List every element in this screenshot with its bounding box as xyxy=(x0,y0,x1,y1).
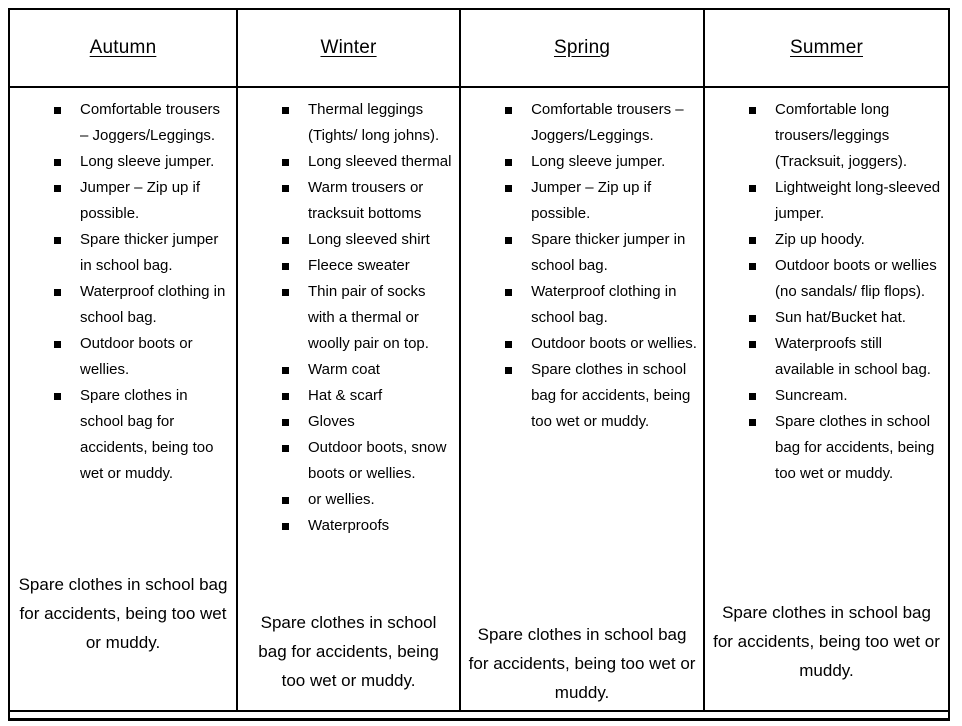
list-item-text: Thin pair of socks with a thermal or woolly pair on top. xyxy=(308,283,429,352)
bullet-square-icon xyxy=(54,341,61,348)
list-item-text: Suncream. xyxy=(775,387,848,404)
bullet-square-icon xyxy=(282,419,289,426)
bullet-square-icon xyxy=(282,497,289,504)
list-item xyxy=(10,383,236,487)
list-item-text: Long sleeved thermal xyxy=(308,153,452,170)
list-item xyxy=(461,227,703,279)
bullet-square-icon xyxy=(54,289,61,296)
list-item xyxy=(238,487,459,513)
list-item xyxy=(461,149,703,175)
list-item-text: Long sleeve jumper. xyxy=(80,153,215,170)
list-item-text: Gloves xyxy=(308,413,355,430)
list-item-text: Fleece sweater xyxy=(308,257,410,274)
list-item xyxy=(10,97,236,149)
clothing-table-grid xyxy=(10,10,948,710)
column-body-cell xyxy=(461,88,703,710)
list-item xyxy=(705,175,948,227)
list-item xyxy=(10,227,236,279)
list-item-text: Sun hat/Bucket hat. xyxy=(775,309,906,326)
list-item xyxy=(705,253,948,305)
bullet-square-icon xyxy=(505,107,512,114)
list-item xyxy=(238,279,459,357)
list-item-text: Thermal leggings (Tights/ long johns). xyxy=(308,101,440,144)
list-item-text: Warm coat xyxy=(308,361,380,378)
bullet-square-icon xyxy=(505,159,512,166)
bullet-square-icon xyxy=(282,159,289,166)
list-item xyxy=(238,513,459,539)
footer-note: Spare clothes in school bag for accidents, being too wet or muddy. xyxy=(713,603,940,680)
list-item xyxy=(238,97,459,149)
list-item xyxy=(238,149,459,175)
list-item xyxy=(238,357,459,383)
list-item-text: Jumper – Zip up if possible. xyxy=(80,179,201,222)
list-item-text: Waterproofs xyxy=(308,517,390,534)
list-item xyxy=(10,331,236,383)
list-item xyxy=(461,175,703,227)
column-header-cell xyxy=(238,10,459,88)
list-item xyxy=(461,97,703,149)
bullet-square-icon xyxy=(505,367,512,374)
list-item-text: Outdoor boots, snow boots or wellies. xyxy=(308,439,447,482)
bullet-square-icon xyxy=(749,419,756,426)
list-item-text: Waterproofs still available in school bag. xyxy=(775,335,931,378)
season-column xyxy=(238,10,461,710)
list-item-text: Lightweight long-sleeved jumper. xyxy=(775,179,941,222)
list-item-text: Comfortable long trousers/leggings (Tracksuit, joggers). xyxy=(775,101,908,170)
bullet-square-icon xyxy=(282,237,289,244)
column-header: Winter xyxy=(320,37,377,58)
list-item xyxy=(10,149,236,175)
bullet-square-icon xyxy=(282,445,289,452)
list-item-text: Comfortable trousers – Joggers/Leggings. xyxy=(531,101,684,144)
list-item-text: Spare thicker jumper in school bag. xyxy=(80,231,219,274)
column-header: Summer xyxy=(790,37,863,58)
column-body-cell xyxy=(705,88,948,710)
column-body-cell xyxy=(238,88,459,710)
list-item-text: Outdoor boots or wellies (no sandals/ flip flops). xyxy=(775,257,937,300)
bullet-square-icon xyxy=(282,393,289,400)
clothing-list xyxy=(10,97,236,487)
clothing-list xyxy=(238,97,459,539)
bullet-square-icon xyxy=(282,107,289,114)
bullet-square-icon xyxy=(505,237,512,244)
bullet-square-icon xyxy=(54,107,61,114)
list-item xyxy=(238,409,459,435)
clothing-list xyxy=(461,97,703,435)
list-item-text: Outdoor boots or wellies. xyxy=(80,335,193,378)
list-item xyxy=(705,331,948,383)
column-header: Autumn xyxy=(89,37,157,58)
column-header-cell xyxy=(461,10,703,88)
column-header: Spring xyxy=(553,37,611,58)
column-body-cell xyxy=(10,88,236,710)
list-item xyxy=(238,175,459,227)
list-item-text: Spare clothes in school bag for accidents, being too wet or muddy. xyxy=(80,387,214,482)
list-item-text: Long sleeve jumper. xyxy=(531,153,666,170)
bullet-square-icon xyxy=(749,263,756,270)
list-item-text: Comfortable trousers – Joggers/Leggings. xyxy=(80,101,221,144)
bullet-square-icon xyxy=(54,159,61,166)
bullet-square-icon xyxy=(282,523,289,530)
bullet-square-icon xyxy=(749,315,756,322)
bullet-square-icon xyxy=(54,185,61,192)
bullet-square-icon xyxy=(749,185,756,192)
bottom-spacer-row xyxy=(10,710,948,718)
bullet-square-icon xyxy=(282,185,289,192)
bullet-square-icon xyxy=(505,289,512,296)
list-item-text: Spare clothes in school bag for accidents, being too wet or muddy. xyxy=(775,413,935,482)
footer-note: Spare clothes in school bag for accidents, being too wet or muddy. xyxy=(18,575,228,652)
list-item xyxy=(238,383,459,409)
list-item xyxy=(461,357,703,435)
season-column xyxy=(461,10,705,710)
bullet-square-icon xyxy=(749,107,756,114)
list-item xyxy=(705,305,948,331)
bullet-square-icon xyxy=(282,263,289,270)
list-item-text: Waterproof clothing in school bag. xyxy=(80,283,226,326)
bullet-square-icon xyxy=(505,185,512,192)
footer-note: Spare clothes in school bag for accidents, being too wet or muddy. xyxy=(258,613,439,690)
season-column xyxy=(10,10,238,710)
seasonal-clothing-table xyxy=(8,8,950,721)
list-item-text: Waterproof clothing in school bag. xyxy=(531,283,677,326)
list-item-text: Spare thicker jumper in school bag. xyxy=(531,231,686,274)
column-header-cell xyxy=(10,10,236,88)
list-item xyxy=(238,435,459,487)
list-item xyxy=(705,409,948,487)
list-item-text: Spare clothes in school bag for accidents, being too wet or muddy. xyxy=(531,361,691,430)
list-item-text: Outdoor boots or wellies. xyxy=(531,335,697,352)
bullet-square-icon xyxy=(749,393,756,400)
list-item xyxy=(461,331,703,357)
list-item xyxy=(705,97,948,175)
footer-note: Spare clothes in school bag for accidents, being too wet or muddy. xyxy=(468,625,696,702)
bullet-square-icon xyxy=(505,341,512,348)
list-item xyxy=(238,227,459,253)
list-item xyxy=(705,383,948,409)
bullet-square-icon xyxy=(54,393,61,400)
list-item-text: Zip up hoody. xyxy=(775,231,865,248)
list-item xyxy=(705,227,948,253)
bullet-square-icon xyxy=(54,237,61,244)
column-header-cell xyxy=(705,10,948,88)
list-item xyxy=(461,279,703,331)
list-item xyxy=(10,279,236,331)
season-column xyxy=(705,10,948,710)
bullet-square-icon xyxy=(749,341,756,348)
list-item-text: or wellies. xyxy=(308,491,375,508)
list-item-text: Warm trousers or tracksuit bottoms xyxy=(308,179,424,222)
list-item-text: Hat & scarf xyxy=(308,387,383,404)
bullet-square-icon xyxy=(282,367,289,374)
clothing-list xyxy=(705,97,948,487)
list-item xyxy=(238,253,459,279)
bullet-square-icon xyxy=(749,237,756,244)
list-item-text: Jumper – Zip up if possible. xyxy=(531,179,652,222)
bullet-square-icon xyxy=(282,289,289,296)
list-item-text: Long sleeved shirt xyxy=(308,231,430,248)
list-item xyxy=(10,175,236,227)
